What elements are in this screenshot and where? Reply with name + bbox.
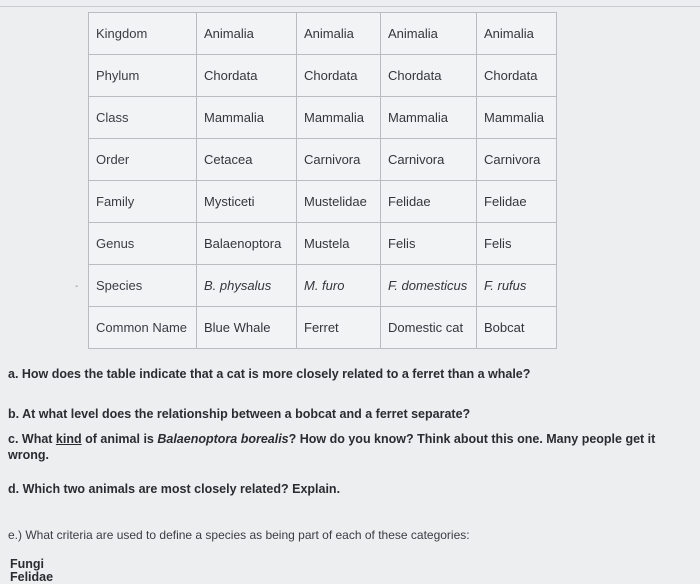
table-cell: F. rufus (477, 265, 557, 307)
question-e: e.) What criteria are used to define a species as being part of each of these categories: (8, 528, 470, 542)
answer-line-1: Fungi (10, 557, 45, 571)
table-row (89, 223, 557, 265)
rank-label: Order (89, 139, 197, 181)
top-divider (0, 6, 700, 7)
table-cell: Chordata (477, 55, 557, 97)
rank-label: Genus (89, 223, 197, 265)
rank-label: Class (89, 97, 197, 139)
table-row (89, 97, 557, 139)
table-cell: Blue Whale (197, 307, 297, 349)
table-cell: Mysticeti (197, 181, 297, 223)
table-cell: Felis (381, 223, 477, 265)
table-row (89, 181, 557, 223)
taxonomy-table (88, 12, 557, 349)
table-cell: Felidae (381, 181, 477, 223)
table-row (89, 13, 557, 55)
table-cell: F. domesticus (381, 265, 477, 307)
table-cell: Chordata (297, 55, 381, 97)
table-cell: Mammalia (477, 97, 557, 139)
table-row (89, 139, 557, 181)
rank-label: Family (89, 181, 197, 223)
table-cell: Mustela (297, 223, 381, 265)
table-cell: Ferret (297, 307, 381, 349)
table-cell: Mammalia (381, 97, 477, 139)
answer-line-2: Felidae (10, 570, 54, 584)
table-cell: Animalia (477, 13, 557, 55)
table-row (89, 55, 557, 97)
table-cell: Cetacea (197, 139, 297, 181)
rank-label: Phylum (89, 55, 197, 97)
table-cell: Carnivora (381, 139, 477, 181)
question-c-species: Balaenoptora borealis (157, 432, 289, 446)
table-cell: Carnivora (297, 139, 381, 181)
table-cell: Chordata (197, 55, 297, 97)
table-cell: Mammalia (197, 97, 297, 139)
table-cell: Carnivora (477, 139, 557, 181)
table-row (89, 307, 557, 349)
row-marker: - (75, 281, 79, 292)
question-c-part1: c. What (8, 432, 56, 446)
table-row (89, 265, 557, 307)
table-cell: Mustelidae (297, 181, 381, 223)
table-cell: Felis (477, 223, 557, 265)
question-c-part2: of animal is (81, 432, 158, 446)
table-cell: Bobcat (477, 307, 557, 349)
table-cell: Animalia (297, 13, 381, 55)
table-cell: M. furo (297, 265, 381, 307)
rank-label: Species (89, 265, 197, 307)
question-a: a. How does the table indicate that a cat is more closely related to a ferret than a whale? (8, 367, 531, 381)
table-cell: Animalia (381, 13, 477, 55)
table-cell: Domestic cat (381, 307, 477, 349)
table-cell: Chordata (381, 55, 477, 97)
rank-label: Kingdom (89, 13, 197, 55)
rank-label: Common Name (89, 307, 197, 349)
table-cell: B. physalus (197, 265, 297, 307)
table-cell: Felidae (477, 181, 557, 223)
table-cell: Balaenoptora (197, 223, 297, 265)
table-cell: Animalia (197, 13, 297, 55)
question-c-part3: ? How do you know? Think about this one. Many people get it wrong. (8, 432, 656, 462)
question-c-kind: kind (55, 432, 82, 446)
question-d: d. Which two animals are most closely related? Explain. (8, 482, 341, 496)
table-cell: Mammalia (297, 97, 381, 139)
question-c (8, 431, 688, 463)
question-b: b. At what level does the relationship between a bobcat and a ferret separate? (8, 407, 471, 421)
